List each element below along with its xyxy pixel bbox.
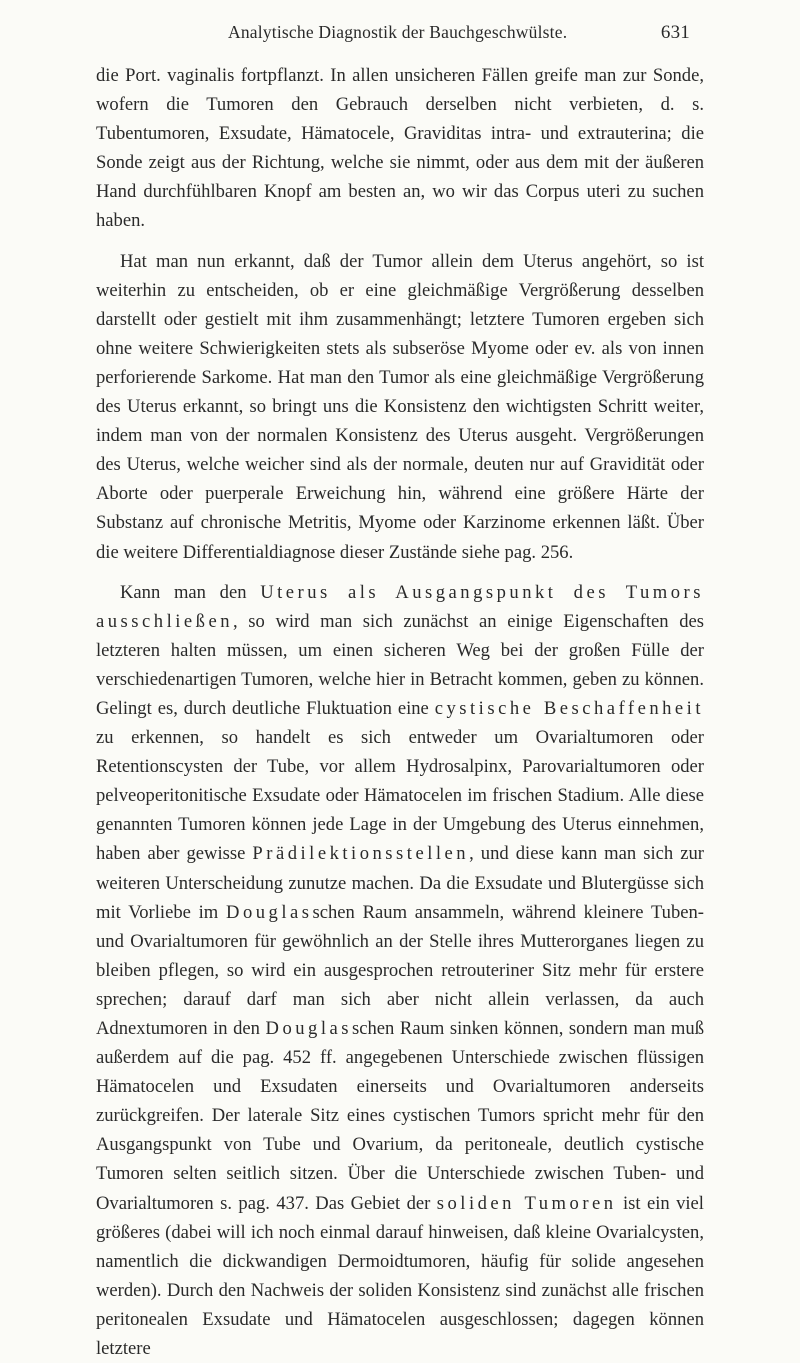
running-title: Analytische Diagnostik der Bauchgeschwülste. xyxy=(228,22,568,42)
running-header xyxy=(158,22,690,46)
spaced-name: Douglas xyxy=(226,901,313,923)
body-text xyxy=(96,61,704,1363)
text-run: Kann man den xyxy=(120,581,261,603)
spaced-emphasis: soliden Tumoren xyxy=(436,1192,617,1214)
text-run: zu erkennen, so handelt es sich entweder um Ovarialtumoren oder Retentionscysten der Tube, vor allem Hydrosalpinx, Parovarialtumoren oder pelveoperitonitische Exsudate oder Hämatocelen im frischen Stadium. Alle diese genannten Tumoren können jede Lage in der Umgebung des Uterus einnehmen, haben aber gewisse xyxy=(96,727,704,865)
page-number: 631 xyxy=(660,22,690,43)
text-run: , und diese kann man sich zur weiteren Unterscheidung zunutze machen. Da die Exsudate und Blutergüsse sich mit Vorliebe im xyxy=(96,843,704,923)
spaced-name: Douglas xyxy=(265,1018,353,1039)
text-run: , so wird man sich zunächst an einige Eigenschaften des letzteren halten müssen, um einen sicheren Weg bei der großen Fülle der verschiedenartigen Tumoren, welche hier in Betracht kommen, geben zu können. Gelingt es, durch deutliche Fluktuation eine xyxy=(96,610,704,719)
spaced-emphasis: Uterus als Ausgangspunkt des Tumors ausschließen xyxy=(96,581,704,632)
paragraph-1: die Port. vaginalis fortpflanzt. In allen unsicheren Fällen greife man zur Sonde, wofern die Tumoren den Gebrauch derselben nicht verbieten, d. s. Tubentumoren, Exsudate, Hämatocele, Graviditas intra- und extrauterina; die Sonde zeigt aus der Richtung, welche sie nimmt, oder aus dem mit der äußeren Hand durchfühlbaren Knopf am besten an, wo wir das Corpus uteri zu suchen haben. xyxy=(96,65,704,232)
text-run: ist ein viel größeres (dabei will ich noch einmal darauf hinweisen, daß kleine Ovarialcysten, namentlich die dickwandigen Dermoidtumoren, häufig für solide angesehen werden). Durch den Nachweis der soliden Konsistenz sind zunächst alle frischen peritonealen Exsudate und Hämatocelen ausgeschlossen; dagegen können letztere xyxy=(96,1192,704,1360)
text-run: schen Raum ansammeln, während kleinere Tuben- und Ovarialtumoren für gewöhnlich an der Stelle ihres Mutterorganes liegen zu bleiben pflegen, so wird ein ausgesprochen retrouteriner Sitz mehr für erstere sprechen; darauf darf man sich aber nicht allein verlassen, da auch Adnextumoren in den xyxy=(96,901,704,1039)
spaced-emphasis: Prädilektionsstellen xyxy=(252,843,470,865)
text-run: schen Raum sinken können, sondern man muß außerdem auf die pag. 452 ff. angegebenen Unterschiede zwischen flüssigen Hämatocelen und Exsudaten einerseits und Ovarialtumoren anderseits zurückgreifen. Der laterale Sitz eines cystischen Tumors spricht mehr für den Ausgangspunkt von Tube und Ovarium, da peritoneale, deutlich cystische Tumoren selten seitlich sitzen. Über die Unterschiede zwischen Tuben- und Ovarialtumoren s. pag. 437. Das Gebiet der xyxy=(96,1018,704,1214)
paragraph-3 xyxy=(96,578,704,1363)
spaced-emphasis: cystische Beschaffenheit xyxy=(434,697,704,719)
paragraph-2: Hat man nun erkannt, daß der Tumor allein dem Uterus angehört, so ist weiterhin zu entscheiden, ob er eine gleichmäßige Vergrößerung desselben darstellt oder gestielt mit ihm zusammenhängt; letztere Tumoren ergeben sich ohne weitere Schwierigkeiten stets als subseröse Myome oder ev. als von innen perforierende Sarkome. Hat man den Tumor als eine gleichmäßige Vergrößerung des Uterus erkannt, so bringt uns die Konsistenz den wichtigsten Schritt weiter, indem man von der normalen Konsistenz des Uterus ausgeht. Vergrößerungen des Uterus, welche weicher sind als der normale, deuten nur auf Gravidität oder Aborte oder puerperale Erweichung hin, während eine größere Härte der Substanz auf chronische Metritis, Myome oder Karzinome erkennen läßt. Über die weitere Differentialdiagnose dieser Zustände siehe pag. 256. xyxy=(96,250,704,563)
